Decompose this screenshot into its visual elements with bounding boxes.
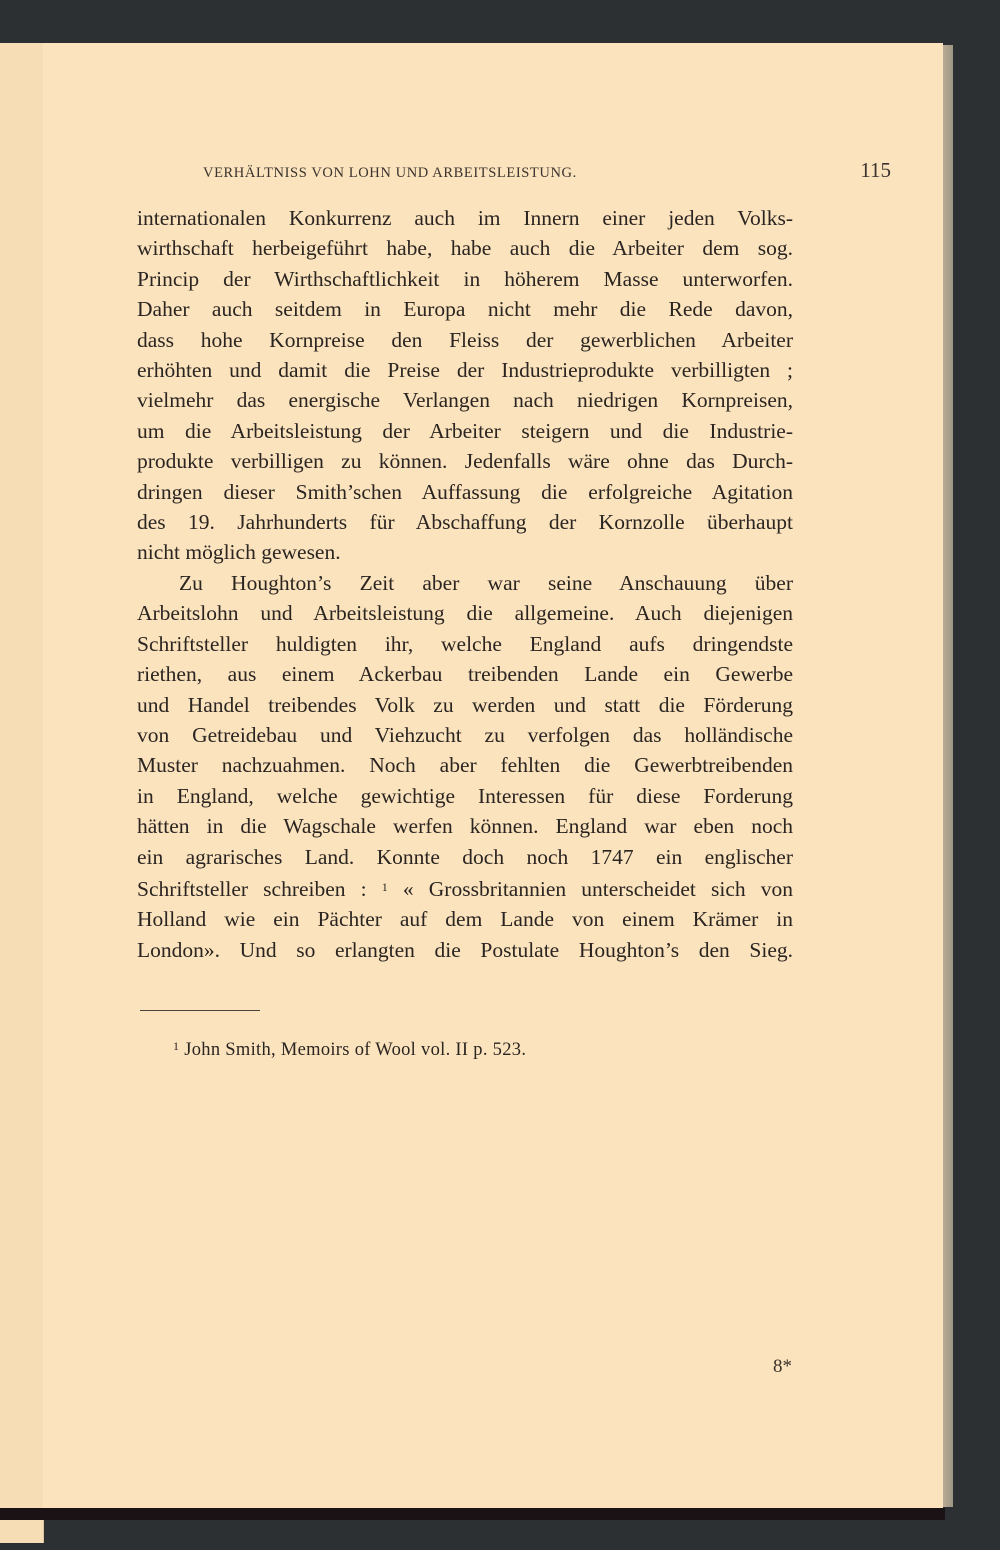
text-line: des 19. Jahrhunderts für Abschaffung der Kornzolle überhaupt [137, 510, 793, 535]
text-line: vielmehr das energische Verlangen nach niedrigen Kornpreisen, [137, 388, 793, 413]
text-line: riethen, aus einem Ackerbau treibenden Lande ein Gewerbe [137, 662, 793, 687]
text-line: wirthschaft herbeigeführt habe, habe auch die Arbeiter dem sog. [137, 236, 793, 261]
text-line: um die Arbeitsleistung der Arbeiter steigern und die Industrie- [137, 418, 793, 443]
signature-mark: 8* [773, 1356, 792, 1377]
paragraph-1 [137, 203, 793, 568]
text-line: internationalen Konkurrenz auch im Innern einer jeden Volks- [137, 206, 793, 230]
text-line: Muster nachzuahmen. Noch aber fehlten die Gewerbtreibenden [137, 753, 793, 778]
footnote-text: John Smith, Memoirs of Wool vol. II p. 523. [179, 1040, 527, 1060]
text-line-with-footnote-ref [137, 872, 793, 904]
text-line: Arbeitslohn und Arbeitsleistung die allgemeine. Auch diejenigen [137, 601, 793, 626]
text-line: hätten in die Wagschale werfen können. England war eben noch [137, 814, 793, 839]
text-line: Daher auch seitdem in Europa nicht mehr die Rede davon, [137, 297, 793, 322]
text-segment: Schriftsteller schreiben : [137, 876, 382, 901]
text-line: Princip der Wirthschaftlichkeit in höherem Masse unterworfen. [137, 266, 793, 291]
text-line: in England, welche gewichtige Interessen für diese Forderung [137, 783, 793, 808]
book-page [43, 43, 943, 1508]
text-line: London». Und so erlangten die Postulate Houghton’s den Sieg. [137, 937, 793, 962]
text-line: produkte verbilligen zu können. Jedenfalls wäre ohne das Durch- [137, 449, 793, 474]
running-head [203, 158, 891, 183]
text-line: nicht möglich gewesen. [137, 540, 341, 565]
text-line: und Handel treibendes Volk zu werden und statt die Förderung [137, 692, 793, 717]
text-segment: « Grossbritannien unterscheidet sich von [387, 876, 793, 901]
text-line: Schriftsteller huldigten ihr, welche England aufs dringendste [137, 631, 793, 656]
footnote-divider [140, 1010, 260, 1011]
footnote-reference[interactable]: 1 [381, 879, 388, 894]
footnote [173, 1039, 526, 1061]
page-number: 115 [860, 158, 891, 182]
text-line: dass hohe Kornpreise den Fleiss der gewerblichen Arbeiter [137, 327, 793, 352]
footnote-marker: 1 [173, 1039, 180, 1053]
page-bottom-shadow [0, 1508, 945, 1520]
body-text [137, 203, 793, 965]
running-title: VERHÄLTNISS VON LOHN UND ARBEITSLEISTUNG. [203, 165, 577, 181]
text-line: von Getreidebau und Viehzucht zu verfolgen das holländische [137, 722, 793, 747]
text-line: Zu Houghton’s Zeit aber war seine Anschauung über [179, 570, 793, 595]
paragraph-2 [137, 568, 793, 965]
text-line: erhöhten und damit die Preise der Industrieprodukte verbilligten ; [137, 358, 793, 383]
text-line: Holland wie ein Pächter auf dem Lande von einem Krämer in [137, 907, 793, 932]
text-line: dringen dieser Smith’schen Auffassung die erfolgreiche Agitation [137, 479, 793, 504]
text-line: ein agrarisches Land. Konnte doch noch 1747 ein englischer [137, 844, 793, 869]
previous-page-edge [0, 43, 44, 1543]
page-stack-edge [943, 45, 953, 1507]
